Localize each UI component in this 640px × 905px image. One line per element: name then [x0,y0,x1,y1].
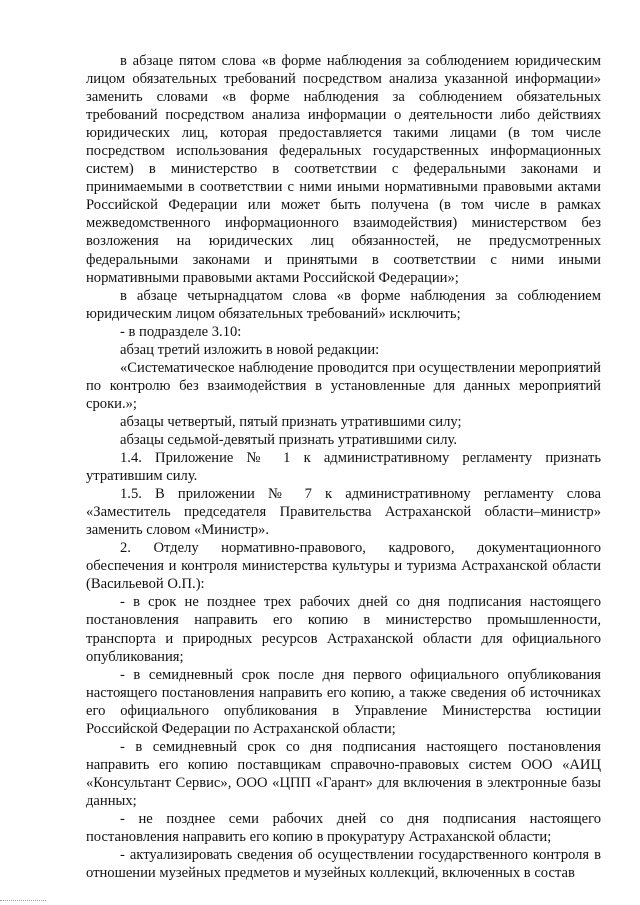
paragraph: - в срок не позднее трех рабочих дней со дня подписания настоящего постановления направить его копию в министерство промышленности, транспорта и природных ресурсов Астраханской области для официального опубликования; [86,594,601,665]
paragraph: «Систематическое наблюдение проводится при осуществлении мероприятий по контролю без взаимодействия в установленные для данных мероприятий сроки.»; [86,359,601,412]
paragraph: - в подразделе 3.10: [120,323,242,340]
paragraph: в абзаце четырнадцатом слова «в форме наблюдения за соблюдением юридическим лицом обязательных требований» исключить; [86,287,601,322]
paragraph: 2. Отделу нормативно-правового, кадрового, документационного обеспечения и контроля министерства культуры и туризма Астраханской области (Васильевой О.П.): [86,540,601,593]
paragraph: 1.4. Приложение № 1 к административному регламенту признать утратившим силу. [86,450,601,485]
scan-edge-mark [0,900,46,901]
paragraph: - актуализировать сведения об осуществлении государственного контроля в отношении музейных предметов и музейных коллекций, включенных в состав [86,847,601,882]
paragraph: абзацы седьмой-девятый признать утратившими силу. [120,431,457,448]
paragraph: - в семидневный срок со дня подписания настоящего постановления направить его копию поставщикам справочно-правовых систем ООО «АИЦ «Консультант Сервис», ООО «ЦПП «Гарант» для включения в электронные базы данных; [86,738,601,809]
paragraph: в абзаце пятом слова «в форме наблюдения за соблюдением юридическим лицом обязательных требований посредством анализа указанной информации» заменить словами «в форме наблюдения за соблюдением обязательных требований посредством анализа информации о деятельности либо действиях юридических лиц, которая предоставляется такими лицами (в том числе посредством использования федеральных государственных информационных систем) в министерство в соответствии с федеральными законами и принимаемыми в соответствии с ними иными нормативными правовыми актами Российской Федерации или может быть получена (в том числе в рамках межведомственного информационного взаимодействия) министерством без возложения на юридических лиц обязанностей, не предусмотренных федеральными законами и принятыми в соответствии с ними иными нормативными правовыми актами Российской Федерации»; [86,53,601,286]
paragraph: 1.5. В приложении № 7 к административному регламенту слова «Заместитель председателя Правительства Астраханской области–министр» заменить словом «Министр». [86,486,601,539]
paragraph: абзац третий изложить в новой редакции: [120,341,380,358]
paragraph: - не позднее семи рабочих дней со дня подписания настоящего постановления направить его копию в прокуратуру Астраханской области; [86,810,601,846]
paragraph: абзацы четвертый, пятый признать утратившими силу; [120,413,462,430]
document-body [86,52,601,882]
paragraph: - в семидневный срок после дня первого официального опубликования настоящего постановления направить его копию, а также сведения об источниках его официального опубликования в Управление Министерства юстиции Российской Федерации по Астраханской области; [86,666,601,737]
